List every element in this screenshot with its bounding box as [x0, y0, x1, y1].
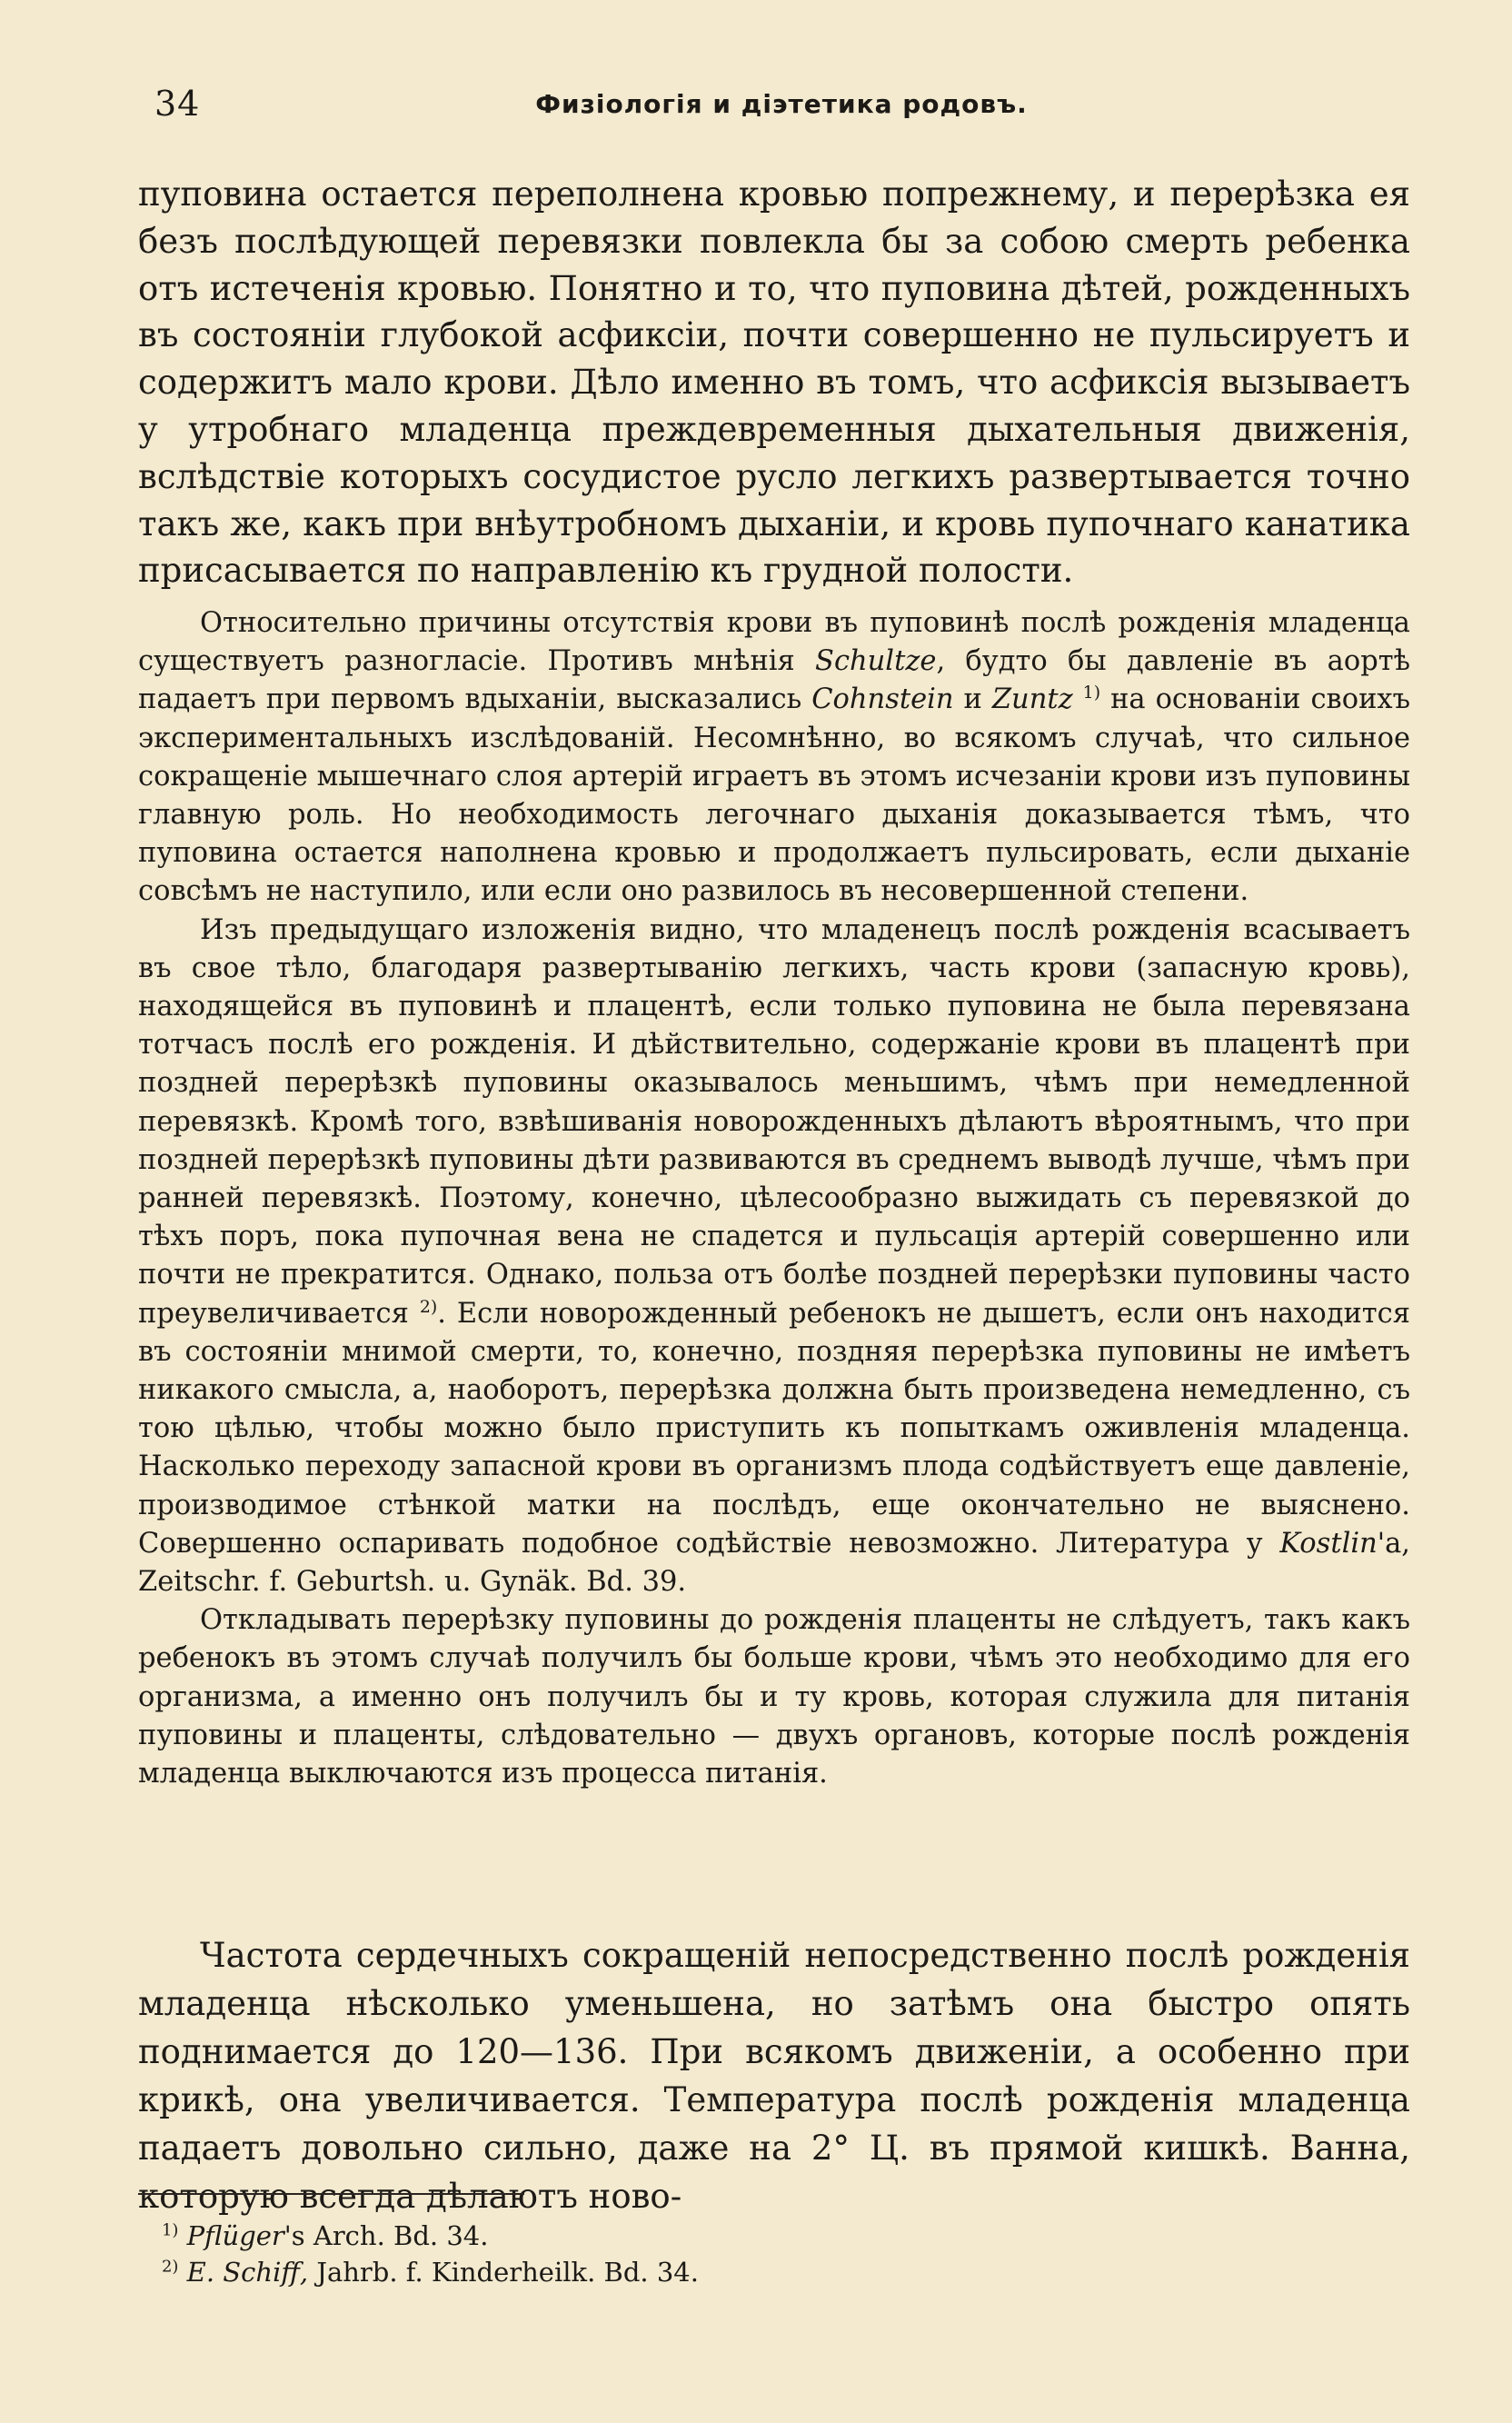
- text-run: 'а, Zeitschr. f. Geburtsh. u. Gynäk. Bd. 39.: [138, 1527, 1410, 1599]
- main-text-block: [138, 171, 1410, 594]
- text-run: Относительно причины отсутствія крови въ пуповинѣ послѣ рожденія младенца существуетъ разногласіе. Противъ мнѣнія: [138, 607, 1410, 678]
- italic-name: Cohnstein: [811, 683, 954, 716]
- paragraph: [138, 912, 1410, 1602]
- text-run: , будто бы давленіе въ аортѣ падаетъ при первомъ вдыханіи, высказались: [138, 645, 1410, 716]
- text-run: Откладывать перерѣзку пуповины до рожденія плаценты не слѣдуетъ, такъ какъ ребенокъ въ этомъ случаѣ получилъ бы больше крови, чѣмъ это необходимо для его организма, а именно онъ получилъ бы и ту кровь, которая служила для питанія пуповины и плаценты, слѣдовательно — двухъ органовъ, которые послѣ рожденія младенца выключаются изъ процесса питанія.: [138, 1604, 1410, 1790]
- text-run: на основаніи своихъ экспериментальныхъ изслѣдованій. Несомнѣнно, во всякомъ случаѣ, что сильное сокращеніе мышечнаго слоя артерій играетъ въ этомъ исчезаніи крови изъ пуповины главную роль. Но необходимость легочнаго дыханія доказывается тѣмъ, что пуповина остается наполнена кровью и продолжаетъ пульсировать, если дыханіе совсѣмъ не наступило, или если оно развилось въ несовершенной степени.: [138, 683, 1411, 908]
- running-title: Физіологія и діэтетика родовъ.: [535, 89, 1028, 119]
- italic-name: E. Schiff,: [186, 2257, 309, 2288]
- footnote-mark: 1): [162, 2220, 179, 2240]
- footnote: [162, 2254, 1070, 2290]
- text-run: 's Arch. Bd. 34.: [284, 2220, 489, 2251]
- italic-name: Pflüger: [186, 2220, 284, 2251]
- text-run: Изъ предыдущаго изложенія видно, что младенецъ послѣ рожденія всасываетъ въ свое тѣло, благодаря развертыванію легкихъ, часть крови (запасную кровь), находящейся въ пуповинѣ и плацентѣ, если только пуповина не была перевязана тотчасъ послѣ его рожденія. И дѣйствительно, содержаніе крови въ плацентѣ при поздней перерѣзкѣ пуповины оказывалось меньшимъ, чѣмъ при немедленной перевязкѣ. Кромѣ того, взвѣшиванія новорожденныхъ дѣлаютъ вѣроятнымъ, что при поздней перерѣзкѣ пуповины дѣти развиваются въ среднемъ выводѣ лучше, чѣмъ при ранней перевязкѣ. Поэтому, конечно, цѣлесообразно выжидать съ перевязкой до тѣхъ поръ, пока пупочная вена не спадется и пульсація артерій совершенно или почти не прекратится. Однако, польза отъ болѣе поздней перерѣзки пуповины часто преувеличивается: [138, 913, 1410, 1330]
- italic-name: Schultze: [815, 645, 937, 678]
- footnote-mark: 2): [162, 2257, 179, 2277]
- small-print-block: [138, 604, 1410, 1793]
- text-run: и: [953, 683, 992, 716]
- paragraph: [138, 604, 1410, 912]
- page-number: 34: [154, 84, 201, 124]
- text-run: Jahrb. f. Kinderheilk. Bd. 34.: [308, 2257, 699, 2288]
- paragraph: [138, 1931, 1410, 2220]
- text-run: Частота сердечныхъ сокращеній непосредственно послѣ рожденія младенца нѣсколько уменьшена, но затѣмъ она быстро опять поднимается до 120—136. При всякомъ движеніи, а особенно при крикѣ, она увеличивается. Температура послѣ рожденія младенца падаетъ довольно сильно, даже на 2° Ц. въ прямой кишкѣ. Ванна, которую всегда дѣлаютъ ново-: [138, 1936, 1410, 2216]
- italic-name: Kostlin: [1279, 1527, 1378, 1560]
- footnote-ref: 1): [1082, 683, 1101, 703]
- italic-name: Zuntz: [991, 683, 1073, 716]
- paragraph: [138, 1601, 1410, 1793]
- text-run: [1073, 683, 1083, 715]
- page-header: [154, 84, 1408, 129]
- footnote: [162, 2218, 1070, 2254]
- paragraph: [138, 171, 1410, 594]
- footnote-ref: 2): [419, 1296, 438, 1317]
- footnotes: [162, 2218, 1070, 2290]
- text-run: . Если новорожденный ребенокъ не дышетъ, если онъ находится въ состояніи мнимой смерти, то, конечно, поздняя перерѣзка пуповины не имѣетъ никакого смысла, а, наоборотъ, перерѣзка должна быть произведена немедленно, съ тою цѣлью, чтобы можно было приступить къ попыткамъ оживленія младенца. Насколько переходу запасной крови въ организмъ плода содѣйствуетъ еще давленіе, производимое стѣнкой матки на послѣдъ, еще окончательно не выяснено. Совершенно оспаривать подобное содѣйствіе невозможно. Литература у: [138, 1297, 1410, 1560]
- footnote-divider: [138, 2193, 524, 2195]
- main-text-block: [138, 1931, 1410, 2220]
- text-run: пуповина остается переполнена кровью попрежнему, и перерѣзка ея безъ послѣдующей перевязки повлекла бы за собою смерть ребенка отъ истеченія кровью. Понятно и то, что пуповина дѣтей, рожденныхъ въ состояніи глубокой асфиксіи, почти совершенно не пульсируетъ и содержитъ мало крови. Дѣло именно въ томъ, что асфиксія вызываетъ у утробнаго младенца преждевременныя дыхательныя движенія, вслѣдствіе которыхъ сосудистое русло легкихъ развертывается точно такъ же, какъ при внѣутробномъ дыханіи, и кровь пупочнаго канатика присасывается по направленію къ грудной полости.: [138, 174, 1410, 591]
